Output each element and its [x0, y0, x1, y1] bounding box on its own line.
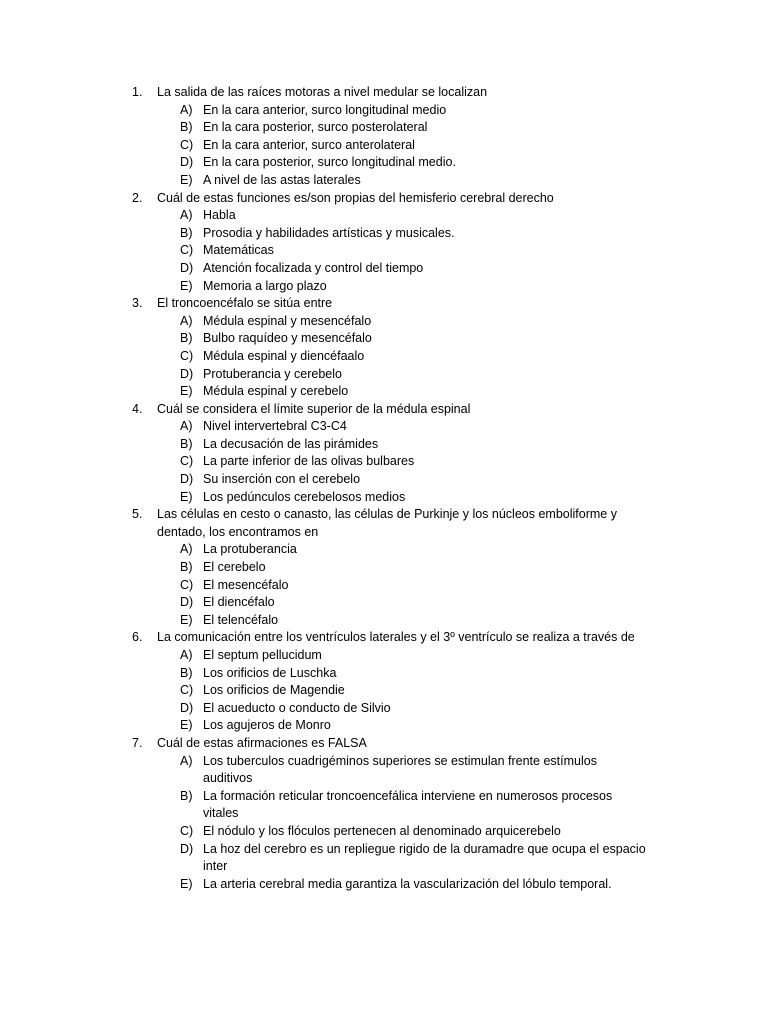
option-text: Los orificios de Luschka: [203, 665, 337, 680]
answer-option: [0, 348, 768, 366]
answer-option: [0, 559, 768, 577]
option-text: Memoria a largo plazo: [203, 278, 327, 293]
answer-option: [0, 594, 768, 612]
question-item: [0, 401, 768, 507]
option-text: Prosodia y habilidades artísticas y musicales.: [203, 225, 455, 240]
option-text: Los agujeros de Monro: [203, 718, 331, 733]
option-text: Bulbo raquídeo y mesencéfalo: [203, 331, 372, 346]
answer-option: [0, 453, 768, 471]
option-letter: E): [180, 876, 193, 891]
option-letter: D): [180, 595, 194, 610]
question-text: Cuál de estas funciones es/son propias del hemisferio cerebral derecho: [157, 190, 554, 205]
question-item: [0, 295, 768, 401]
option-letter: C): [180, 454, 194, 469]
option-letter: A): [180, 313, 193, 328]
question-text: La comunicación entre los ventrículos laterales y el 3º ventrículo se realiza a través de: [157, 630, 635, 645]
option-text: Habla: [203, 208, 236, 223]
option-text: El diencéfalo: [203, 595, 275, 610]
option-text: El cerebelo: [203, 560, 266, 575]
option-text: Matemáticas: [203, 243, 274, 258]
option-text: Médula espinal y mesencéfalo: [203, 313, 372, 328]
option-letter: D): [180, 472, 194, 487]
option-text: La arteria cerebral media garantiza la vascularización del lóbulo temporal.: [203, 876, 612, 891]
option-text: El septum pellucidum: [203, 648, 322, 662]
answer-option: [0, 753, 768, 788]
question-line: [0, 629, 768, 647]
answer-option: [0, 577, 768, 595]
answer-option: [0, 541, 768, 559]
answer-option: [0, 313, 768, 331]
answer-option: [0, 700, 768, 718]
answer-option: [0, 172, 768, 190]
question-text: Cuál se considera el límite superior de la médula espinal: [157, 401, 471, 416]
answer-option: [0, 418, 768, 436]
question-item: [0, 84, 768, 190]
option-text: En la cara anterior, surco anterolateral: [203, 137, 415, 152]
option-letter: C): [180, 823, 194, 838]
option-text: En la cara anterior, surco longitudinal medio: [203, 102, 447, 117]
option-letter: E): [180, 489, 193, 504]
question-line: [0, 295, 768, 313]
option-letter: D): [180, 366, 194, 381]
option-letter: B): [180, 560, 193, 575]
question-list: [0, 84, 768, 893]
answer-option: [0, 102, 768, 120]
option-letter: C): [180, 683, 194, 698]
option-letter: E): [180, 278, 193, 293]
option-text: La hoz del cerebro es un repliegue rigido de la duramadre que ocupa el espacio inter: [203, 841, 646, 874]
answer-option: [0, 647, 768, 665]
answer-option: [0, 137, 768, 155]
option-letter: E): [180, 612, 193, 627]
question-number: 2.: [132, 190, 143, 205]
option-letter: A): [180, 102, 193, 117]
option-text: Los orificios de Magendie: [203, 683, 345, 698]
question-text: Las células en cesto o canasto, las células de Purkinje y los núcleos emboliforme y dentado, los encontramos en: [157, 507, 617, 539]
option-text: Médula espinal y diencéfaalo: [203, 348, 365, 363]
option-letter: B): [180, 665, 193, 680]
option-text: La decusación de las pirámides: [203, 436, 379, 451]
answer-option: [0, 788, 768, 823]
option-text: Los pedúnculos cerebelosos medios: [203, 489, 406, 504]
question-item: [0, 629, 768, 735]
answer-option: [0, 436, 768, 454]
question-text: La salida de las raíces motoras a nivel medular se localizan: [157, 85, 488, 99]
option-text: El acueducto o conducto de Silvio: [203, 700, 391, 715]
question-number: 7.: [132, 735, 143, 750]
option-text: Protuberancia y cerebelo: [203, 366, 342, 381]
question-number: 5.: [132, 507, 143, 522]
option-text: El telencéfalo: [203, 612, 279, 627]
answer-option: [0, 330, 768, 348]
question-item: [0, 735, 768, 893]
question-number: 6.: [132, 630, 143, 645]
option-letter: D): [180, 260, 194, 275]
question-line: [0, 735, 768, 753]
option-letter: B): [180, 436, 193, 451]
option-text: Nivel intervertebral C3-C4: [203, 419, 347, 434]
answer-option: [0, 489, 768, 507]
option-letter: A): [180, 648, 193, 662]
answer-option: [0, 207, 768, 225]
option-letter: C): [180, 348, 194, 363]
option-text: La parte inferior de las olivas bulbares: [203, 454, 415, 469]
option-letter: A): [180, 208, 193, 223]
option-text: En la cara posterior, surco posterolateral: [203, 120, 428, 135]
answer-option: [0, 841, 768, 876]
option-letter: B): [180, 788, 193, 803]
answer-option: [0, 260, 768, 278]
option-text: Su inserción con el cerebelo: [203, 472, 361, 487]
answer-option: [0, 876, 768, 894]
option-text: Médula espinal y cerebelo: [203, 384, 349, 399]
answer-option: [0, 225, 768, 243]
option-letter: E): [180, 172, 193, 187]
answer-option: [0, 717, 768, 735]
question-line: [0, 84, 768, 102]
answer-option: [0, 242, 768, 260]
option-text: El mesencéfalo: [203, 577, 289, 592]
option-letter: A): [180, 419, 193, 434]
answer-option: [0, 823, 768, 841]
answer-option: [0, 154, 768, 172]
question-item: [0, 506, 768, 629]
option-text: El nódulo y los flóculos pertenecen al denominado arquicerebelo: [203, 823, 561, 838]
option-letter: E): [180, 718, 193, 733]
option-letter: A): [180, 753, 193, 768]
option-letter: B): [180, 331, 193, 346]
option-letter: C): [180, 137, 194, 152]
question-number: 4.: [132, 401, 143, 416]
answer-option: [0, 366, 768, 384]
option-letter: A): [180, 542, 193, 557]
question-text: Cuál de estas afirmaciones es FALSA: [157, 735, 367, 750]
answer-option: [0, 383, 768, 401]
answer-option: [0, 682, 768, 700]
question-line: [0, 190, 768, 208]
answer-option: [0, 665, 768, 683]
option-letter: D): [180, 700, 194, 715]
answer-option: [0, 278, 768, 296]
option-text: A nivel de las astas laterales: [203, 172, 361, 187]
question-number: 3.: [132, 296, 143, 311]
answer-option: [0, 612, 768, 630]
option-letter: D): [180, 155, 194, 170]
question-line: [0, 401, 768, 419]
option-text: En la cara posterior, surco longitudinal medio.: [203, 155, 456, 170]
option-text: La protuberancia: [203, 542, 297, 557]
option-text: La formación reticular troncoencefálica interviene en numerosos procesos vitales: [203, 788, 613, 821]
option-letter: D): [180, 841, 194, 856]
answer-option: [0, 119, 768, 137]
option-text: Atención focalizada y control del tiempo: [203, 260, 424, 275]
question-text: El troncoencéfalo se sitúa entre: [157, 296, 333, 311]
question-item: [0, 190, 768, 296]
option-letter: E): [180, 384, 193, 399]
answer-option: [0, 471, 768, 489]
option-letter: B): [180, 120, 193, 135]
option-letter: C): [180, 577, 194, 592]
option-letter: C): [180, 243, 194, 258]
question-number: 1.: [132, 85, 143, 99]
option-letter: B): [180, 225, 193, 240]
question-line: [0, 506, 768, 541]
option-text: Los tuberculos cuadrigéminos superiores se estimulan frente estímulos auditivos: [203, 753, 597, 786]
